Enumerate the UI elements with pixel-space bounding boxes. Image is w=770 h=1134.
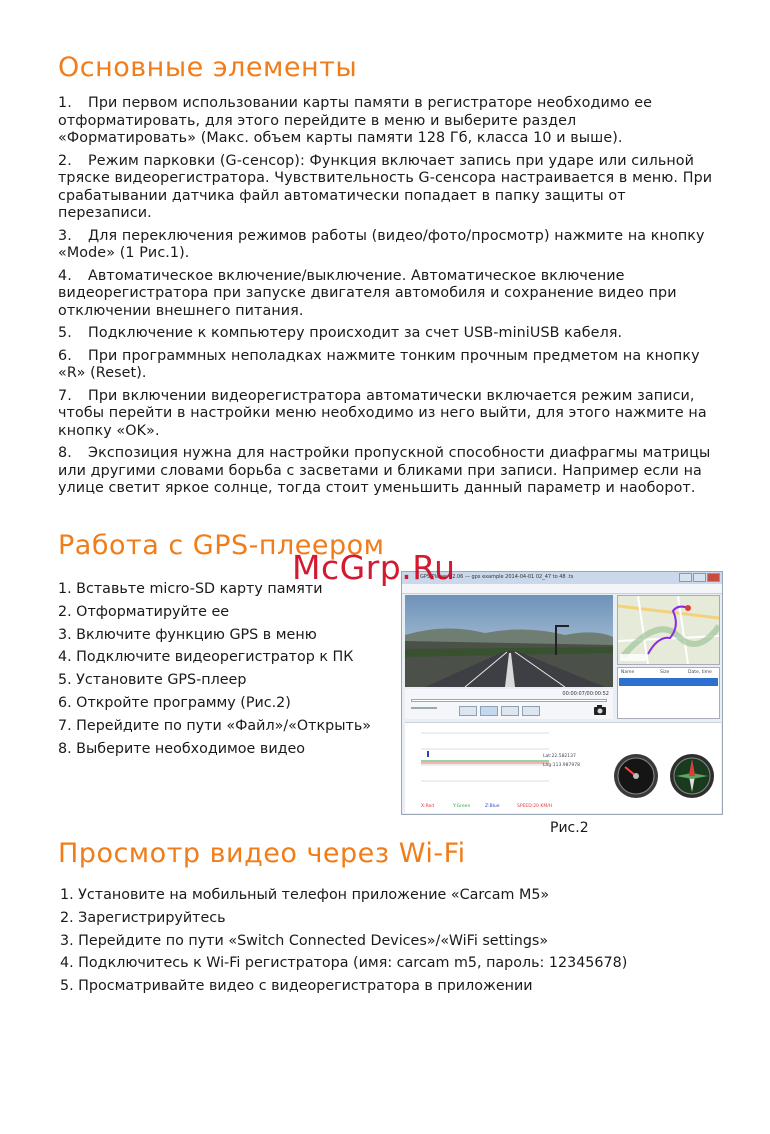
table-header-date: Date, time [688,670,712,675]
wifi-steps-list [60,884,627,998]
prev-button [459,706,477,716]
paragraph-item: 4. Автоматическое включение/выключение. Автоматическое включение видеорегистратора при запуске двигателя автомобиля и сохранение видео при отключении внешнего питания. [58,267,677,319]
time-readout: 00:00:07/00:00:52 [562,691,609,697]
paragraph-item: 8. Экспозиция нужна для настройки пропускной способности диафрагмы матрицы или другими словами борьба с засветами и бликами при записи. Например если на улице светит яркое солнце, тогда стоит уменьшить данный параметр и наоборот. [58,445,711,496]
file-table [617,667,720,719]
figure-caption: Рис.2 [550,820,589,836]
gsensor-panel [405,722,721,813]
paragraph-item: 6. При программных неполадках нажмите тонким прочным предметом на кнопку «R» (Reset). [58,347,700,381]
gps-player-screenshot [401,571,723,815]
list-item: 2. Отформатируйте ее [58,603,230,620]
window-controls [679,573,720,582]
paragraph-item: 2. Режим парковки (G-сенсор): Функция включает запись при ударе или сильной тряске видеорегистратора. Чувствительность G-сенсора настраивается в меню. При срабатывании датчика файл автоматически попадает в папку защиты от перезаписи. [58,152,713,221]
gsensor-z-label: Z:Blue [485,804,500,809]
latitude-readout: Lat:22.582137 [543,754,576,759]
camera-icon [593,704,607,716]
video-frame [405,595,613,687]
volume-slider [411,707,437,709]
playback-controls [405,689,613,719]
next-button [522,706,540,716]
table-header-size: Size [660,670,670,675]
maximize-icon [693,573,706,582]
road-scene-image [405,595,613,687]
table-row-selected [619,678,718,686]
list-item: 6. Откройте программу (Рис.2) [58,694,291,711]
compass-gauge [669,753,715,799]
list-item: 7. Перейдите по пути «Файл»/«Открыть» [58,717,371,734]
section-title-gps: Работа с GPS-плеером [58,530,385,561]
minimize-icon [679,573,692,582]
gsensor-graph [409,725,549,805]
paragraph-item: 5. Подключение к компьютеру происходит за счет USB-miniUSB кабеля. [58,325,623,341]
gsensor-y-label: Y:Green [453,804,471,809]
gsensor-x-label: X:Red [421,804,435,809]
paragraph-list [58,95,718,503]
section-title-main: Основные элементы [58,52,358,83]
list-item: 3. Перейдите по пути «Switch Connected Devices»/«WiFi settings» [60,932,549,949]
list-item: 5. Просматривайте видео с видеорегистратора в приложении [60,978,533,995]
watermark-text: McGrp.Ru [292,548,456,587]
speedometer-gauge [613,753,659,799]
list-item: 4. Подключите видеорегистратор к ПК [58,649,354,666]
list-item: 4. Подключитесь к Wi-Fi регистратора (имя: carcam m5, пароль: 12345678) [60,955,628,972]
close-icon [707,573,720,582]
list-item: 2. Зарегистрируйтесь [60,909,226,926]
paragraph-item: 1. При первом использовании карты памяти в регистраторе необходимо ее отформатировать, для этого перейдите в меню и выберите раздел «Форматировать» (Макс. объем карты памяти 128 Гб, класса 10 и выше). [58,95,653,146]
paragraph-item: 7. При включении видеорегистратора автоматически включается режим записи, чтобы перейти в настройки меню необходимо из него выйти, для этого нажмите на кнопку «OK». [58,387,707,439]
map-image [618,596,719,664]
list-item: 1. Вставьте micro-SD карту памяти [58,581,323,597]
route-map [617,595,720,665]
list-item: 8. Выберите необходимое видео [58,740,306,757]
seek-bar [411,699,607,702]
list-item: 1. Установите на мобильный телефон приложение «Carcam M5» [60,887,550,903]
list-item: 5. Установите GPS-плеер [58,672,247,689]
speed-readout: SPEED:20 KM/H [517,804,553,809]
gps-steps-list [58,578,371,760]
paragraph-item: 3. Для переключения режимов работы (видео/фото/просмотр) нажмите на кнопку «Mode» (1 Рис.1). [58,227,705,261]
section-title-wifi: Просмотр видео через Wi-Fi [58,838,466,869]
stop-button [501,706,519,716]
window-title: GPS Player V2.06 — gps example 2014-04-01 02_47 to 48 .ts [420,574,574,580]
list-item: 3. Включите функцию GPS в меню [58,626,317,643]
table-header-name: Name [621,670,635,675]
longitude-readout: Lng:113.987978 [543,763,580,768]
play-button [480,706,498,716]
